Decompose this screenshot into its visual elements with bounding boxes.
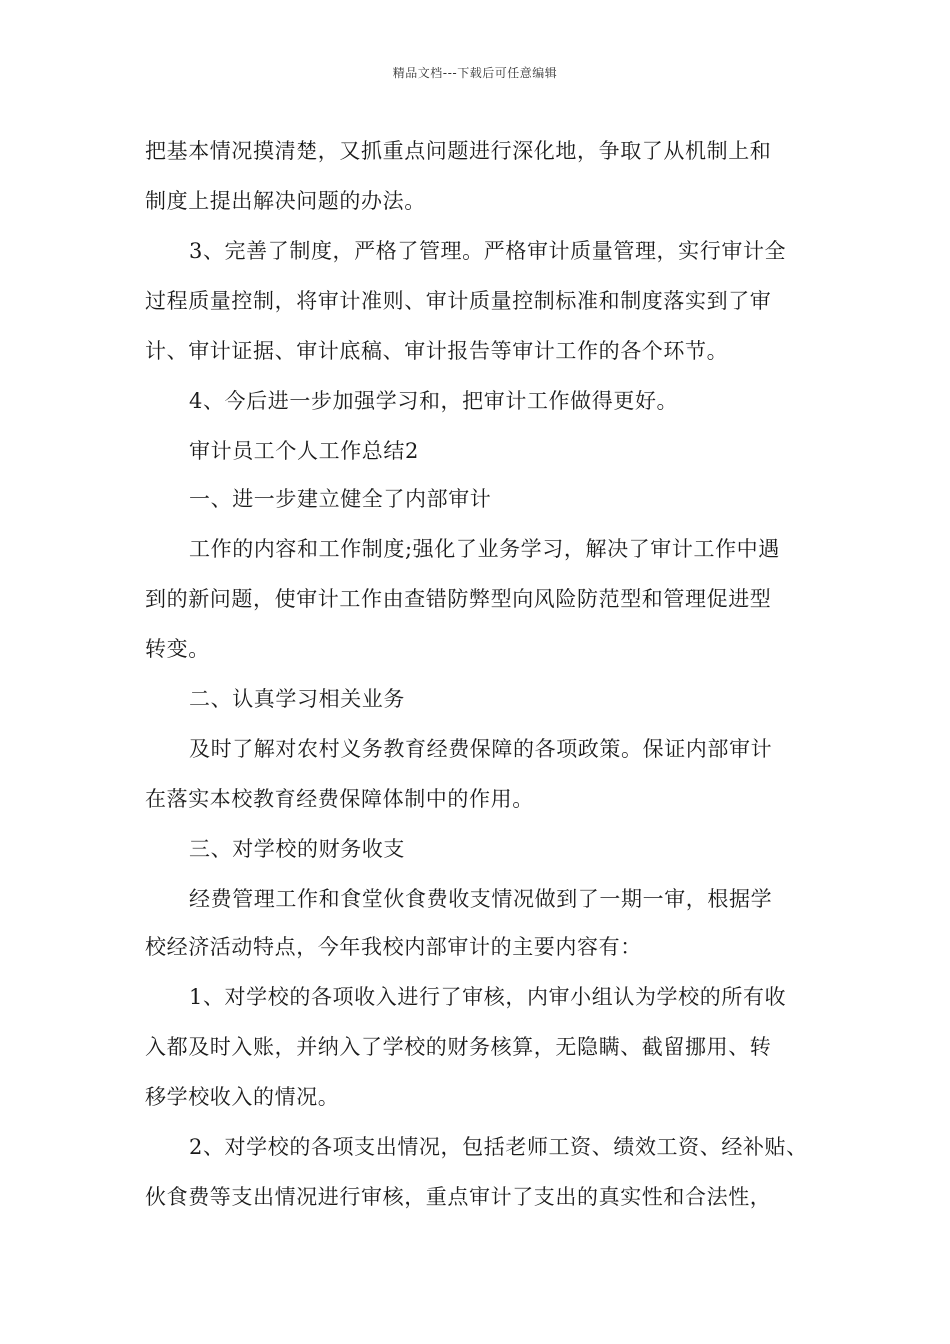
body-line: 把基本情况摸清楚，又抓重点问题进行深化地，争取了从机制上和 xyxy=(145,139,772,163)
body-line: 在落实本校教育经费保障体制中的作用。 xyxy=(145,787,534,811)
body-line: 入都及时入账，并纳入了学校的财务核算，无隐瞒、截留挪用、转 xyxy=(145,1035,772,1059)
body-line: 2、对学校的各项支出情况，包括老师工资、绩效工资、经补贴、 xyxy=(189,1135,808,1159)
body-line: 及时了解对农村义务教育经费保障的各项政策。保证内部审计 xyxy=(189,737,773,761)
body-line: 3、完善了制度，严格了管理。严格审计质量管理，实行审计全 xyxy=(189,239,787,263)
body-line: 制度上提出解决问题的办法。 xyxy=(145,189,426,213)
body-line: 到的新问题，使审计工作由查错防弊型向风险防范型和管理促进型 xyxy=(145,587,772,611)
body-line: 过程质量控制，将审计准则、审计质量控制标准和制度落实到了审 xyxy=(145,289,772,313)
body-line: 计、审计证据、审计底稿、审计报告等审计工作的各个环节。 xyxy=(145,339,729,363)
body-line: 1、对学校的各项收入进行了审核，内审小组认为学校的所有收 xyxy=(189,985,787,1009)
body-line: 工作的内容和工作制度;强化了业务学习，解决了审计工作中遇 xyxy=(189,537,780,561)
section-title: 审计员工个人工作总结2 xyxy=(189,439,419,463)
section-heading: 一、进一步建立健全了内部审计 xyxy=(189,487,492,511)
body-line: 校经济活动特点，今年我校内部审计的主要内容有： xyxy=(145,935,642,959)
body-line: 经费管理工作和食堂伙食费收支情况做到了一期一审，根据学 xyxy=(189,887,773,911)
body-line: 4、今后进一步加强学习和，把审计工作做得更好。 xyxy=(189,389,679,413)
body-line: 转变。 xyxy=(145,637,210,661)
section-heading: 三、对学校的财务收支 xyxy=(189,837,405,861)
section-heading: 二、认真学习相关业务 xyxy=(189,687,405,711)
page-header: 精品文档---下载后可任意编辑 xyxy=(392,66,558,80)
body-line: 伙食费等支出情况进行审核，重点审计了支出的真实性和合法性， xyxy=(145,1185,772,1209)
body-line: 移学校收入的情况。 xyxy=(145,1085,340,1109)
